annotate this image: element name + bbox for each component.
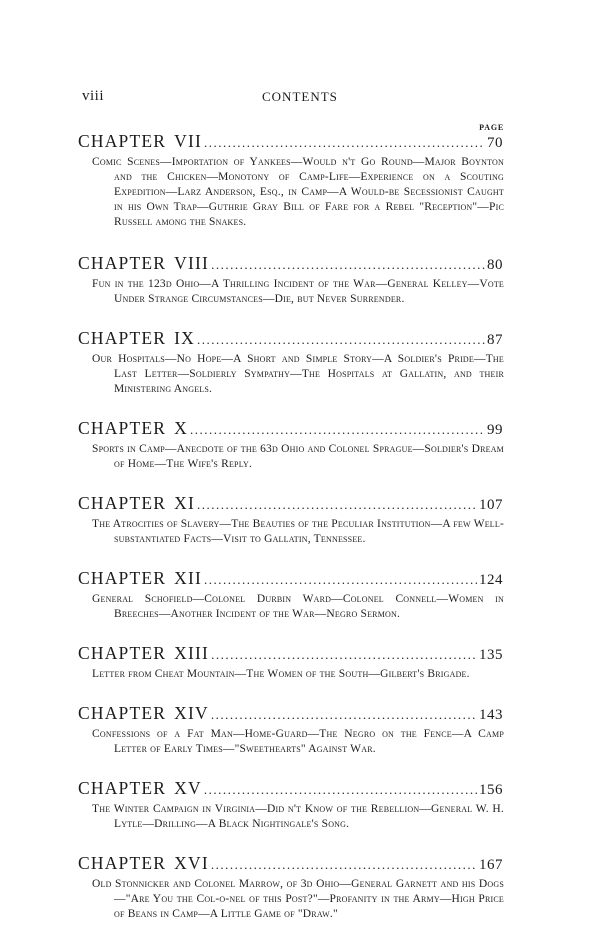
dot-leader [211, 708, 477, 721]
dot-leader [197, 333, 485, 346]
chapter-heading [78, 130, 503, 154]
dot-leader [211, 648, 477, 661]
chapter-number: XIII [174, 643, 210, 663]
chapter-summary: Sports in Camp—Anecdote of the 63d Ohio and Colonel Sprague—Soldier's Dream of Home—The Wife's Reply. [92, 443, 504, 470]
toc-entry [78, 252, 503, 307]
chapter-page: 107 [479, 497, 503, 513]
chapter-number: XIV [174, 703, 209, 723]
chapter-label: CHAPTER [78, 131, 167, 151]
chapter-label: CHAPTER [78, 253, 167, 273]
dot-leader [204, 136, 485, 149]
chapter-number: VIII [174, 253, 210, 273]
chapter-page: 124 [479, 572, 503, 588]
chapter-page: 70 [487, 135, 503, 151]
table-of-contents [78, 130, 503, 942]
chapter-heading [78, 852, 503, 876]
chapter-label: CHAPTER [78, 643, 167, 663]
toc-entry [78, 130, 503, 230]
chapter-summary: Old Stonnicker and Colonel Marrow, of 3d Ohio—General Garnett and his Dogs—"Are You the Col-o-nel of this Post?"—Profanity in the Army—High Price of Beans in Camp—A Little Game of "Draw." [92, 878, 504, 920]
toc-entry [78, 777, 503, 832]
dot-leader [211, 858, 477, 871]
chapter-summary: The Atrocities of Slavery—The Beauties of the Peculiar Institution—A few Well-substantiated Facts—Visit to Gallatin, Tennessee. [92, 518, 504, 545]
chapter-label: CHAPTER [78, 493, 167, 513]
dot-leader [197, 498, 477, 511]
chapter-heading [78, 702, 503, 726]
chapter-heading [78, 417, 503, 441]
chapter-number: XII [174, 568, 203, 588]
chapter-page: 167 [479, 857, 503, 873]
chapter-label: CHAPTER [78, 418, 167, 438]
toc-entry [78, 642, 503, 682]
chapter-page: 87 [487, 332, 503, 348]
chapter-number: IX [174, 328, 196, 348]
chapter-summary: Letter from Cheat Mountain—The Women of the South—Gilbert's Brigade. [92, 668, 470, 680]
toc-entry [78, 327, 503, 397]
chapter-page: 143 [479, 707, 503, 723]
chapter-number: XI [174, 493, 196, 513]
chapter-page: 135 [479, 647, 503, 663]
toc-entry [78, 702, 503, 757]
page-column-label: PAGE [479, 123, 504, 132]
dot-leader [204, 783, 477, 796]
toc-entry [78, 567, 503, 622]
toc-entry [78, 492, 503, 547]
chapter-number: XV [174, 778, 202, 798]
chapter-label: CHAPTER [78, 568, 167, 588]
chapter-heading [78, 252, 503, 276]
dot-leader [211, 258, 485, 271]
chapter-summary: General Schofield—Colonel Durbin Ward—Colonel Connell—Women in Breeches—Another Incident of the War—Negro Sermon. [92, 593, 504, 620]
dot-leader [204, 573, 477, 586]
dot-leader [190, 423, 485, 436]
chapter-summary: The Winter Campaign in Virginia—Did n't Know of the Rebellion—General W. H. Lytle—Drilling—A Black Nightingale's Song. [92, 803, 504, 830]
chapter-number: XVI [174, 853, 209, 873]
chapter-number: X [174, 418, 188, 438]
running-title: CONTENTS [262, 89, 338, 104]
chapter-label: CHAPTER [78, 703, 167, 723]
chapter-summary: Comic Scenes—Importation of Yankees—Would n't Go Round—Major Boynton and the Chicken—Monotony of Camp-Life—Experience on a Scouting Expedition—Larz Anderson, Esq., in Camp—A Would-be Secessionist Caught in his Own Trap—Guthrie Gray Bill of Fare for a Rebel "Reception"—Pic Russell among the Snakes. [92, 156, 504, 228]
chapter-heading [78, 567, 503, 591]
chapter-label: CHAPTER [78, 853, 167, 873]
chapter-summary: Confessions of a Fat Man—Home-Guard—The Negro on the Fence—A Camp Letter of Early Times—"Sweethearts" Against War. [92, 728, 504, 755]
chapter-number: VII [174, 131, 203, 151]
running-head [82, 88, 504, 106]
toc-entry [78, 852, 503, 922]
chapter-page: 156 [479, 782, 503, 798]
chapter-label: CHAPTER [78, 328, 167, 348]
chapter-heading [78, 327, 503, 351]
chapter-page: 99 [487, 422, 503, 438]
chapter-label: CHAPTER [78, 778, 167, 798]
chapter-heading [78, 642, 503, 666]
toc-entry [78, 417, 503, 472]
chapter-summary: Our Hospitals—No Hope—A Short and Simple Story—A Soldier's Pride—The Last Letter—Soldierly Sympathy—The Hospitals at Gallatin, and their Ministering Angels. [92, 353, 504, 395]
chapter-summary: Fun in the 123d Ohio—A Thrilling Incident of the War—General Kelley—Vote Under Strange Circumstances—Die, but Never Surrender. [92, 278, 504, 305]
chapter-page: 80 [487, 257, 503, 273]
chapter-heading [78, 777, 503, 801]
chapter-heading [78, 492, 503, 516]
page-number: viii [82, 88, 105, 104]
